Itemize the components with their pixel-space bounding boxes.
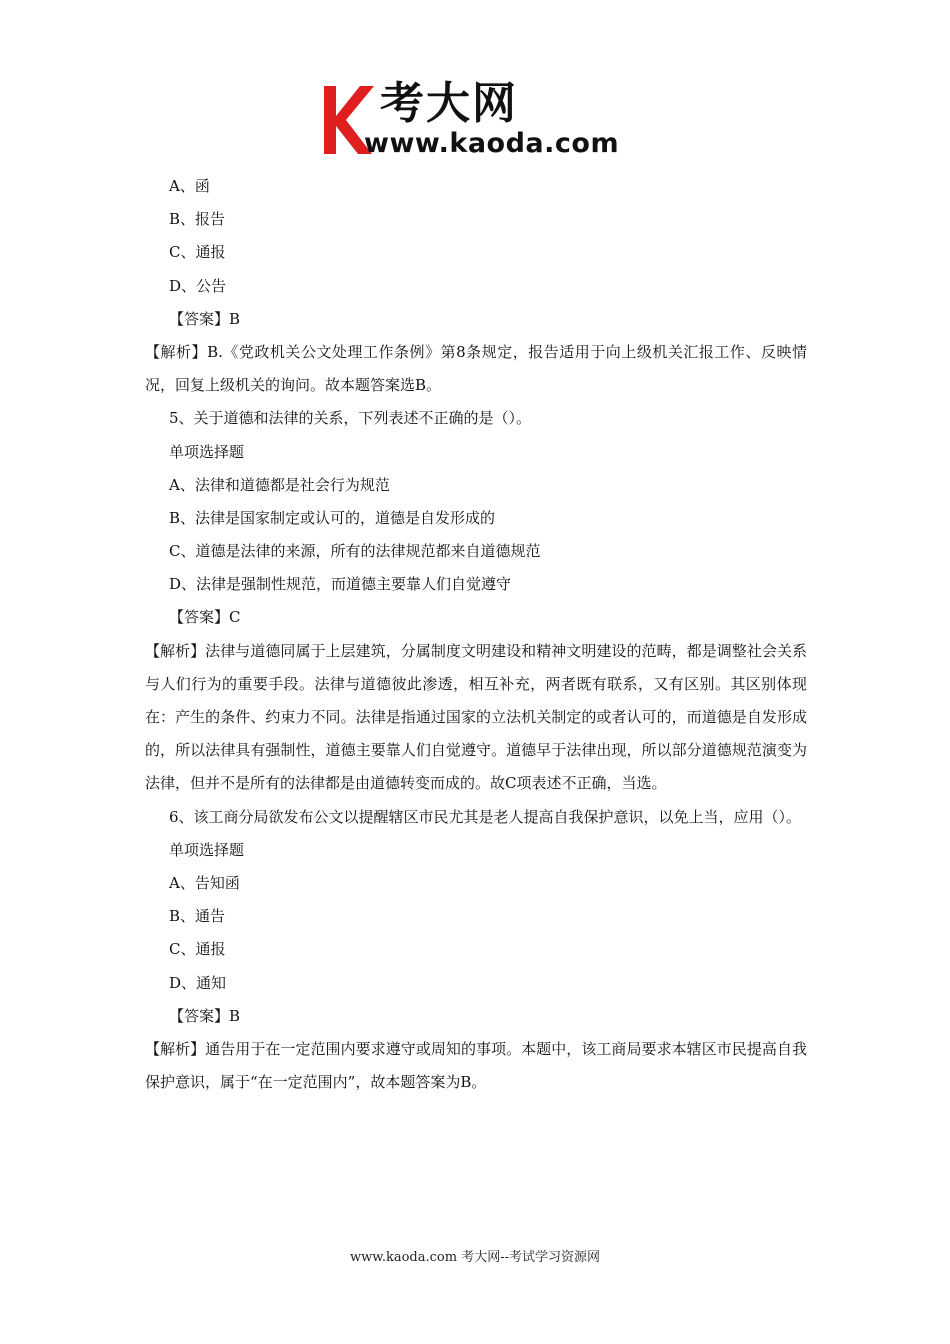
q5-analysis: 【解析】法律与道德同属于上层建筑，分属制度文明建设和精神文明建设的范畴，都是调整社会关系与人们行为的重要手段。法律与道德彼此渗透，相互补充，两者既有联系，又有区别。其区别体现在：产生的条件、约束力不同。法律是指通过国家的立法机关制定的或者认可的，而道德是自发形成的，所以法律具有强制性，道德主要靠人们自觉遵守。道德早于法律出现，所以部分道德规范演变为法律，但并不是所有的法律都是由道德转变而成的。故C项表述不正确，当选。 — [145, 641, 807, 793]
q5-type: 单项选择题 — [169, 442, 245, 461]
page-footer: www.kaoda.com 考大网--考试学习资源网 — [350, 1250, 600, 1265]
q4-analysis: 【解析】B.《党政机关公文处理工作条例》第8条规定，报告适用于向上级机关汇报工作、反映情况，回复上级机关的询问。故本题答案选B。 — [145, 342, 807, 395]
document-body — [145, 170, 807, 1099]
q6-type: 单项选择题 — [169, 840, 245, 859]
logo-chinese-name: 考大网 — [380, 78, 518, 129]
q6-option-d: D、通知 — [169, 973, 227, 992]
q5-option-a: A、法律和道德都是社会行为规范 — [169, 475, 390, 494]
q6-answer: 【答案】B — [169, 1006, 241, 1025]
q5-option-c: C、道德是法律的来源，所有的法律规范都来自道德规范 — [169, 542, 541, 561]
q5-answer: 【答案】C — [169, 608, 241, 627]
q6-analysis: 【解析】通告用于在一定范围内要求遵守或周知的事项。本题中，该工商局要求本辖区市民提高自我保护意识，属于“在一定范围内”，故本题答案为B。 — [145, 1040, 807, 1092]
q5-option-b: B、法律是国家制定或认可的，道德是自发形成的 — [169, 508, 496, 527]
q6-option-c: C、通报 — [169, 940, 226, 959]
logo-url: www.kaoda.com — [364, 128, 620, 159]
q4-option-b: B、报告 — [169, 210, 226, 229]
q6-option-a: A、告知函 — [169, 874, 240, 893]
q5-option-d: D、法律是强制性规范，而道德主要靠人们自觉遵守 — [169, 575, 512, 594]
q4-option-c: C、通报 — [169, 243, 226, 262]
q4-option-d: D、公告 — [169, 276, 227, 295]
q5-question: 5、关于道德和法律的关系，下列表述不正确的是（）。 — [169, 409, 532, 428]
q6-question: 6、该工商分局欲发布公文以提醒辖区市民尤其是老人提高自我保护意识，以免上当，应用（）。 — [169, 807, 802, 826]
q6-option-b: B、通告 — [169, 907, 226, 926]
q4-option-a: A、函 — [169, 177, 210, 195]
site-logo — [318, 78, 638, 164]
q4-answer: 【答案】B — [169, 309, 241, 328]
